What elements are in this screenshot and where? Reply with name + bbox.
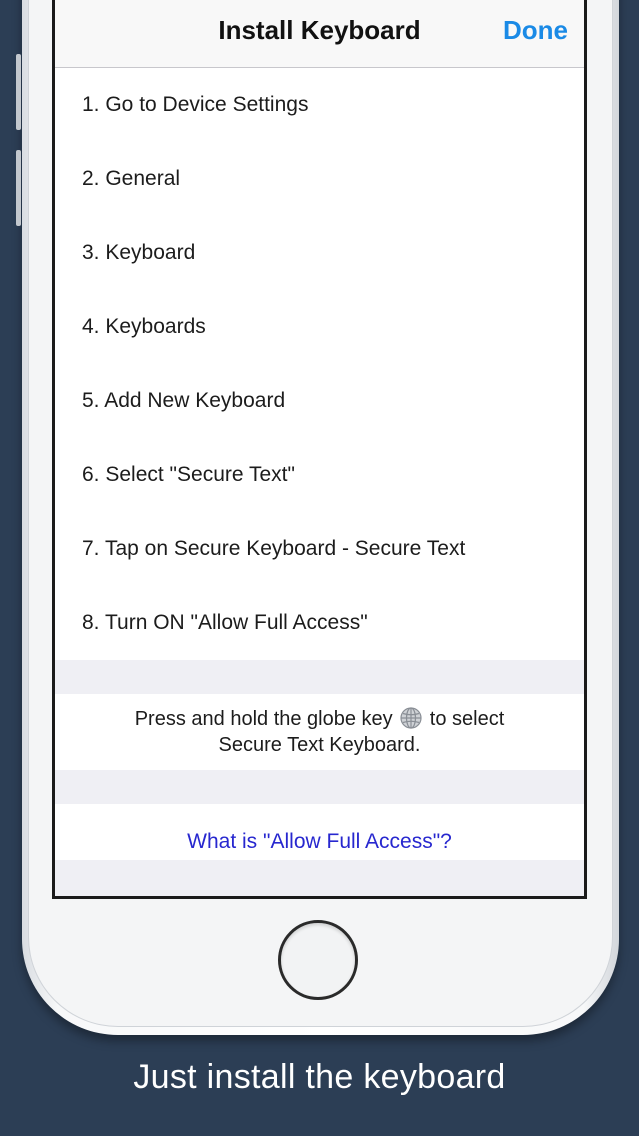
list-item-step-2: 2. General <box>82 167 181 190</box>
list-item-step-7: 7. Tap on Secure Keyboard - Secure Text <box>82 537 466 560</box>
navigation-bar <box>55 0 584 68</box>
hint-text-before: Press and hold the globe key <box>134 708 393 730</box>
install-keyboard-view <box>55 0 584 896</box>
page-title: Install Keyboard <box>218 15 421 45</box>
hint-line-1 <box>55 706 584 732</box>
globe-key-hint <box>55 694 584 770</box>
list-item-step-4: 4. Keyboards <box>82 315 206 338</box>
volume-button-up <box>16 54 21 130</box>
list-item-step-1: 1. Go to Device Settings <box>82 93 309 116</box>
home-button[interactable] <box>278 920 358 1000</box>
hint-line-2: Secure Text Keyboard. <box>218 734 421 756</box>
volume-button-down <box>16 150 21 226</box>
promo-caption: Just install the keyboard <box>133 1058 506 1096</box>
steps-list <box>55 68 584 660</box>
hint-text-after: to select <box>429 708 505 730</box>
globe-icon <box>400 707 422 729</box>
allow-full-access-link[interactable]: What is "Allow Full Access"? <box>55 804 584 860</box>
list-item-step-5: 5. Add New Keyboard <box>82 389 286 412</box>
device-screen <box>52 0 587 899</box>
list-item-step-3: 3. Keyboard <box>82 241 196 264</box>
list-item-step-8: 8. Turn ON "Allow Full Access" <box>82 611 368 634</box>
list-item-step-6: 6. Select "Secure Text" <box>82 463 295 486</box>
done-button[interactable]: Done <box>503 15 568 45</box>
